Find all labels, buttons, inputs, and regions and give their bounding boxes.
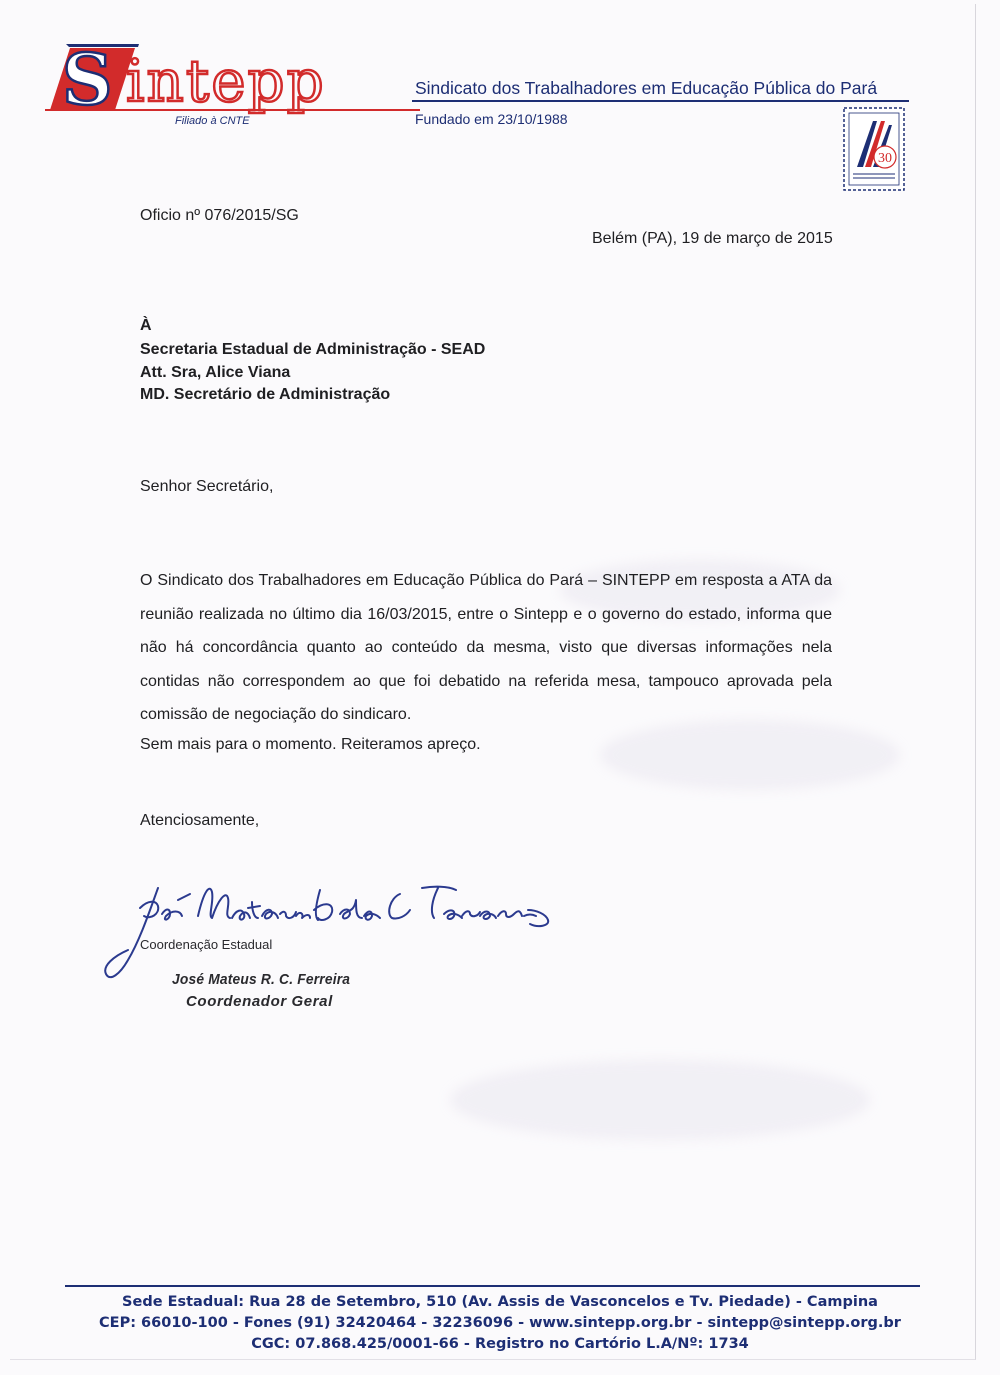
body-paragraph: [140, 564, 832, 732]
greeting: Senhor Secretário,: [140, 478, 274, 495]
body-line: não há concordância quanto ao conteúdo da mesma, visto que diversas informações nela: [140, 639, 832, 656]
recipient-to: À: [140, 317, 152, 334]
signer-role: Coordenador Geral: [186, 993, 333, 1010]
org-name: Sindicato dos Trabalhadores em Educação Pública do Pará: [415, 78, 878, 98]
footer-rule: [65, 1285, 920, 1287]
letterhead-rule: [412, 100, 909, 102]
footer-address: Sede Estadual: Rua 28 de Setembro, 510 (Av. Assis de Vasconcelos e Tv. Piedade) - Campina: [122, 1294, 878, 1310]
recipient-line-3: MD. Secretário de Administração: [140, 386, 391, 403]
signer-name: José Mateus R. C. Ferreira: [172, 971, 351, 988]
body-line: contidas não correspondem ao que foi debatido na referida mesa, tampouco aprovada pela: [140, 672, 832, 690]
affiliation-text: Filiado à CNTE: [175, 115, 250, 127]
sign-off: Atenciosamente,: [140, 812, 260, 829]
body-line: O Sindicato dos Trabalhadores em Educação Pública do Pará – SINTEPP em resposta a ATA da: [140, 572, 832, 589]
reference-number: Oficio nº 076/2015/SG: [140, 207, 299, 224]
anniversary-stamp: [843, 107, 905, 191]
letter-date: Belém (PA), 19 de março de 2015: [592, 230, 833, 247]
stamp-number: 30: [878, 151, 892, 166]
body-line: comissão de negociação do sindicaro.: [140, 706, 412, 723]
recipient-line-1: Secretaria Estadual de Administração - SEAD: [140, 341, 486, 358]
footer-contacts: CEP: 66010-100 - Fones (91) 32420464 - 32236096 - www.sintepp.org.br - sintepp@sintepp.org.br: [99, 1315, 901, 1331]
founded-date: Fundado em 23/10/1988: [415, 111, 568, 127]
recipient-line-2: Att. Sra, Alice Viana: [140, 364, 291, 381]
scan-smudge: [450, 1060, 870, 1140]
footer-registration: CGC: 07.868.425/0001-66 - Registro no Cartório L.A/Nº: 1734: [251, 1336, 749, 1352]
logo-word: intepp: [126, 47, 326, 115]
signature-label: Coordenação Estadual: [140, 937, 273, 952]
body-line: reunião realizada no último dia 16/03/2015, entre o Sintepp e o governo do estado, informa que: [140, 605, 832, 623]
closing-line: Sem mais para o momento. Reiteramos apreço.: [140, 736, 481, 753]
logo-initial: S: [62, 38, 113, 121]
